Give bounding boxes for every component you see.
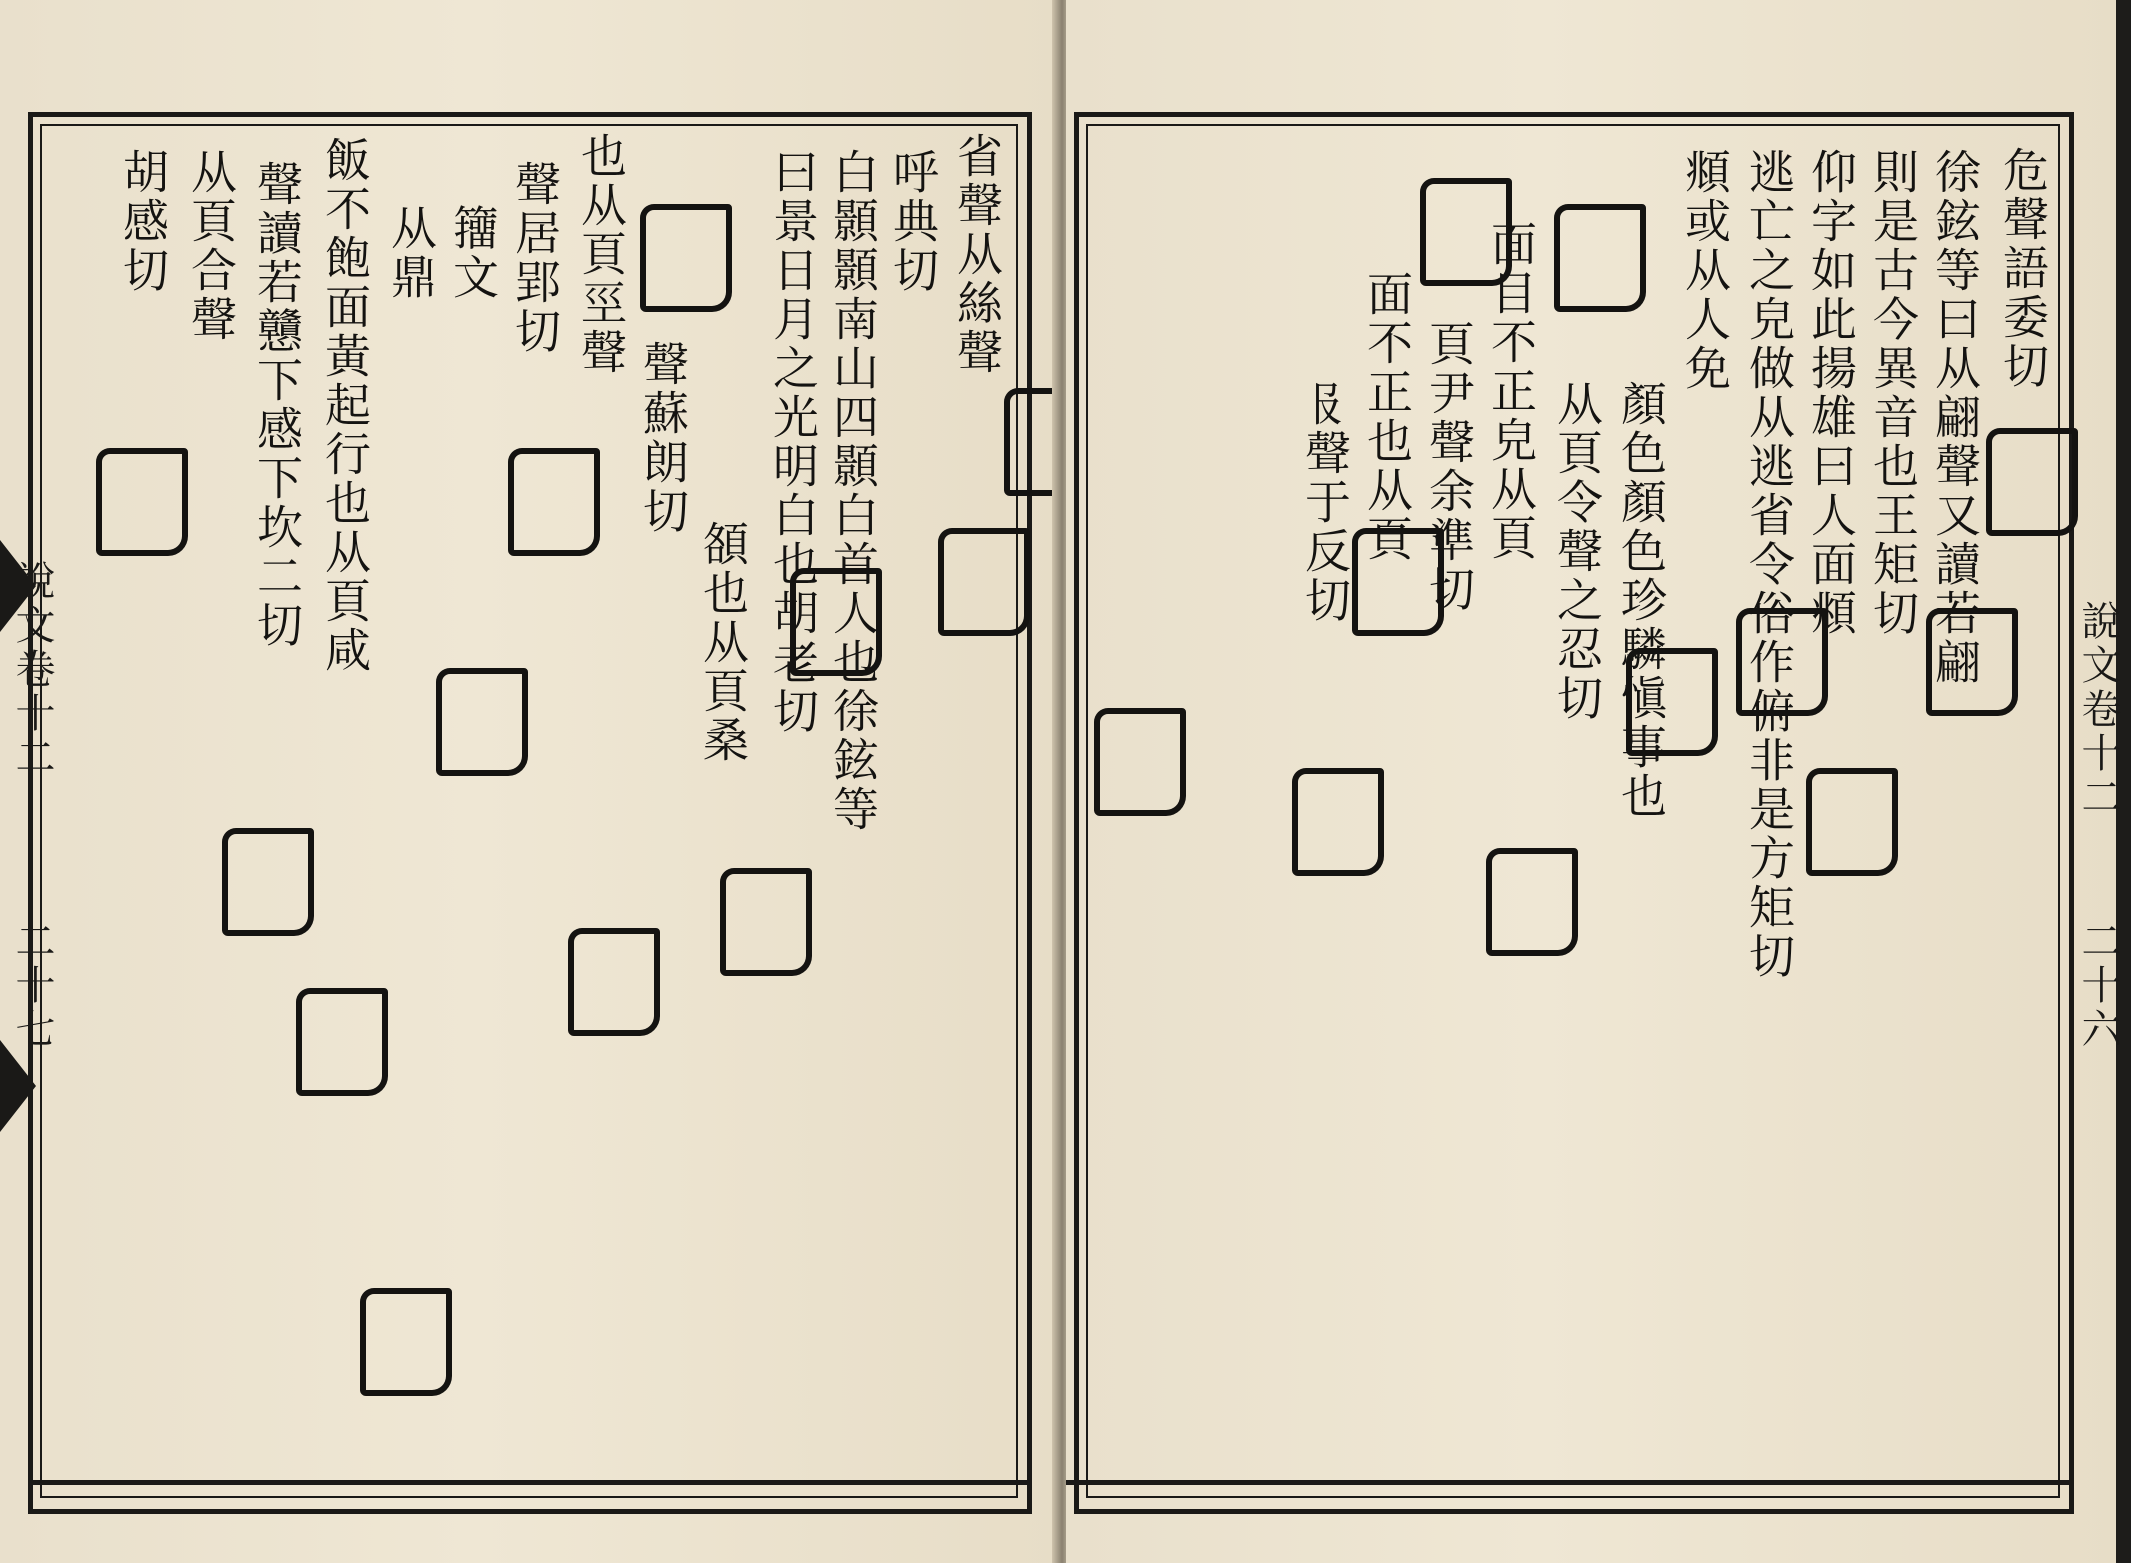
seal-glyph — [1486, 848, 1578, 956]
seal-glyph — [1926, 608, 2018, 716]
left-page-margin-page: 二十七 — [9, 920, 55, 1052]
seal-glyph — [1626, 648, 1718, 756]
fold-mark-bottom — [0, 1040, 36, 1132]
text-column-3: 則是古今異音也王矩切 — [1866, 148, 1920, 638]
text-column-3: 白顥顥南山四顥白首人也徐鉉等 — [826, 148, 880, 834]
text-column-5: 頟也从頁桑 — [696, 520, 750, 765]
fold-mark-top — [0, 540, 36, 632]
seal-glyph — [1420, 178, 1512, 286]
text-column-2: 徐鉉等曰从翩聲又讀若翩 — [1928, 148, 1982, 687]
text-column-8: 从頁令聲之忍切 — [1550, 380, 1604, 723]
right-page-margin-page: 二十六 — [2075, 920, 2121, 1052]
left-page-bottom-rule — [28, 1480, 1032, 1485]
seal-glyph — [938, 528, 1030, 636]
right-page — [1066, 0, 2121, 1563]
seal-glyph — [1094, 708, 1186, 816]
text-column-13: 从頁合聲 — [184, 148, 238, 344]
text-column-10: 从鼎 — [384, 204, 438, 302]
text-column-9: 籒文 — [446, 204, 500, 302]
text-column-1: 危聲語委切 — [1996, 146, 2050, 391]
right-page-margin-title: 說文卷十二 — [2075, 600, 2121, 820]
text-column-7: 顏色顏色珍驎愼事也 — [1614, 380, 1668, 821]
text-column-6: 頫或从人免 — [1678, 148, 1732, 393]
seal-glyph — [1554, 204, 1646, 312]
seal-glyph — [1986, 428, 2078, 536]
seal-glyph — [508, 448, 600, 556]
text-column-12: 𠬝聲于反切 — [1298, 380, 1352, 625]
left-page — [0, 0, 1058, 1563]
text-column-4: 曰景日月之光明白也胡老切 — [766, 148, 820, 736]
text-column-14: 胡感切 — [116, 148, 170, 295]
text-column-9: 面目不正皃从頁 — [1484, 220, 1538, 563]
seal-glyph — [222, 828, 314, 936]
text-column-8: 聲居郢切 — [508, 160, 562, 356]
text-column-12: 聲讀若戇下感下坎二切 — [250, 160, 304, 650]
text-column-6: 聲蘇朗切 — [636, 340, 690, 536]
seal-glyph — [720, 868, 812, 976]
seal-glyph — [790, 568, 882, 676]
text-column-5: 逃亡之皃做从逃省令俗作俯非是方矩切 — [1742, 148, 1796, 981]
text-column-11: 飯不飽面黃起行也从頁咸 — [318, 136, 372, 675]
text-column-2: 呼典切 — [886, 148, 940, 295]
text-column-1: 省聲从絲聲 — [950, 132, 1004, 377]
seal-glyph — [1736, 608, 1828, 716]
seal-glyph — [96, 448, 188, 556]
text-column-11: 面不正也从頁 — [1360, 270, 1414, 564]
seal-glyph — [360, 1288, 452, 1396]
text-column-4: 仰字如此揚雄曰人面頫 — [1804, 148, 1858, 638]
left-page-margin-title: 說文卷十二 — [9, 560, 55, 780]
seal-glyph — [296, 988, 388, 1096]
seal-glyph — [436, 668, 528, 776]
seal-glyph — [640, 204, 732, 312]
text-column-7: 也从頁巠聲 — [574, 132, 628, 377]
seal-glyph — [1292, 768, 1384, 876]
text-column-10: 頁尹聲余準切 — [1422, 320, 1476, 614]
seal-glyph — [568, 928, 660, 1036]
seal-glyph — [1352, 528, 1444, 636]
right-page-bottom-rule — [1066, 1480, 2074, 1485]
seal-glyph — [1806, 768, 1898, 876]
